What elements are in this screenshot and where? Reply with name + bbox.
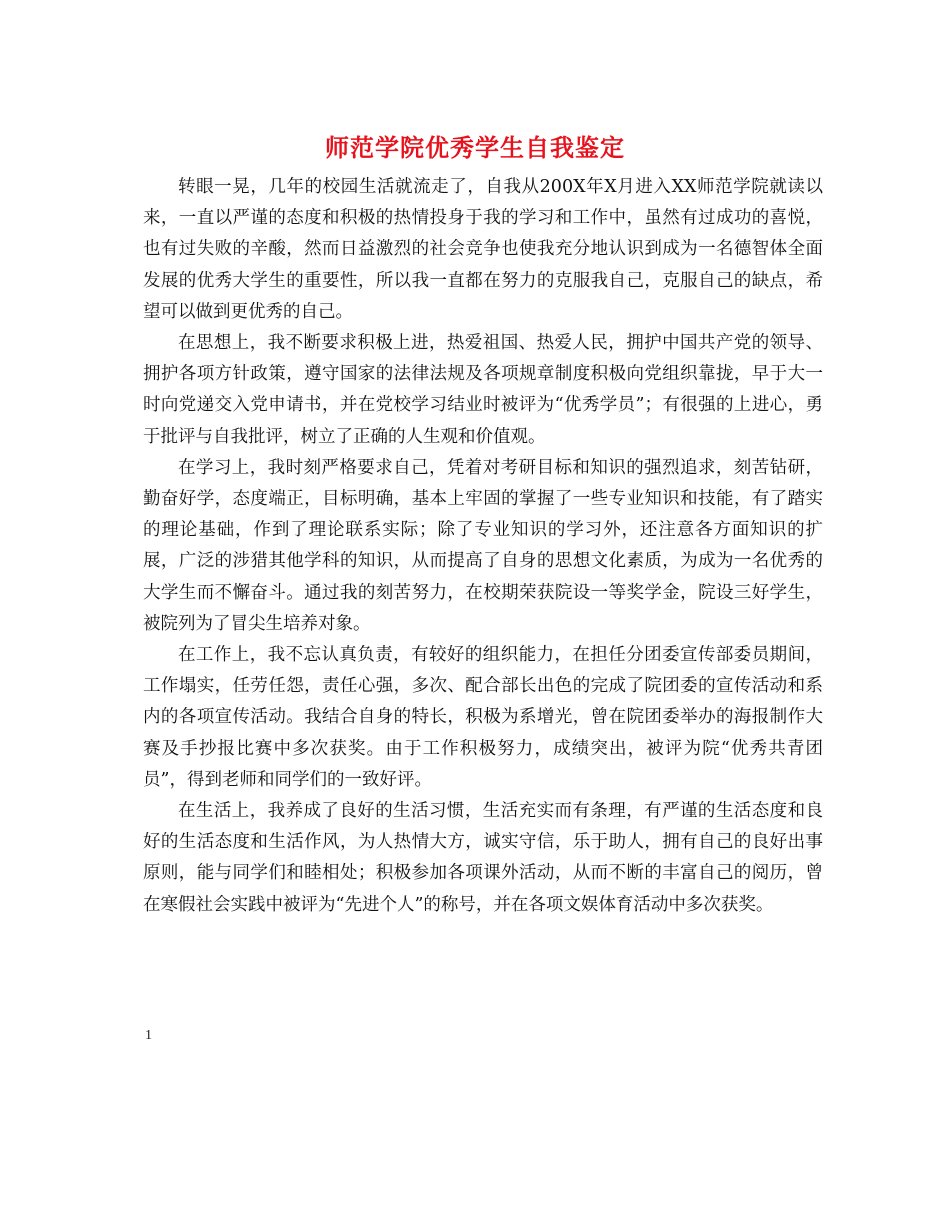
paragraph-life: 在生活上，我养成了良好的生活习惯，生活充实而有条理，有严谨的生活态度和良好的生活态度和生活作风，为人热情大方，诚实守信，乐于助人，拥有自己的良好出事原则，能与同学们和睦相处；积极参加各项课外活动，从而不断的丰富自己的阅历，曾在寒假社会实践中被评为“先进个人”的称号，并在各项文娱体育活动中多次获奖。 <box>143 801 823 915</box>
paragraph-intro: 转眼一晃，几年的校园生活就流走了，自我从200X年X月进入XX师范学院就读以来，一直以严谨的态度和积极的热情投身于我的学习和工作中，虽然有过成功的喜悦，也有过失败的辛酸，然而日益激烈的社会竞争也使我充分地认识到成为一名德智体全面发展的优秀大学生的重要性，所以我一直都在努力的克服我自己，克服自己的缺点，希望可以做到更优秀的自己。 <box>143 177 823 322</box>
document-title: 师范学院优秀学生自我鉴定 <box>325 133 625 162</box>
paragraph-ideology: 在思想上，我不断要求积极上进，热爱祖国、热爱人民，拥护中国共产党的领导、拥护各项方针政策，遵守国家的法律法规及各项规章制度积极向党组织靠拢，早于大一时向党递交入党申请书，并在党校学习结业时被评为“优秀学员”；有很强的上进心，勇于批评与自我批评，树立了正确的人生观和价值观。 <box>143 333 823 447</box>
page-number: 1 <box>145 1028 152 1043</box>
paragraph-study: 在学习上，我时刻严格要求自己，凭着对考研目标和知识的强烈追求，刻苦钻研，勤奋好学，态度端正，目标明确，基本上牢固的掌握了一些专业知识和技能，有了踏实的理论基础，作到了理论联系实际；除了专业知识的学习外，还注意各方面知识的扩展，广泛的涉猎其他学科的知识，从而提高了自身的思想文化素质，为成为一名优秀的大学生而不懈奋斗。通过我的刻苦努力，在校期荣获院设一等奖学金，院设三好学生，被院列为了冒尖生培养对象。 <box>143 457 823 634</box>
document-body <box>143 172 823 921</box>
paragraph-work: 在工作上，我不忘认真负责，有较好的组织能力，在担任分团委宣传部委员期间，工作塌实，任劳任怨，责任心强，多次、配合部长出色的完成了院团委的宣传活动和系内的各项宣传活动。我结合自身的特长，积极为系增光，曾在院团委举办的海报制作大赛及手抄报比赛中多次获奖。由于工作积极努力，成绩突出，被评为院“优秀共青团员”，得到老师和同学们的一致好评。 <box>143 645 823 790</box>
